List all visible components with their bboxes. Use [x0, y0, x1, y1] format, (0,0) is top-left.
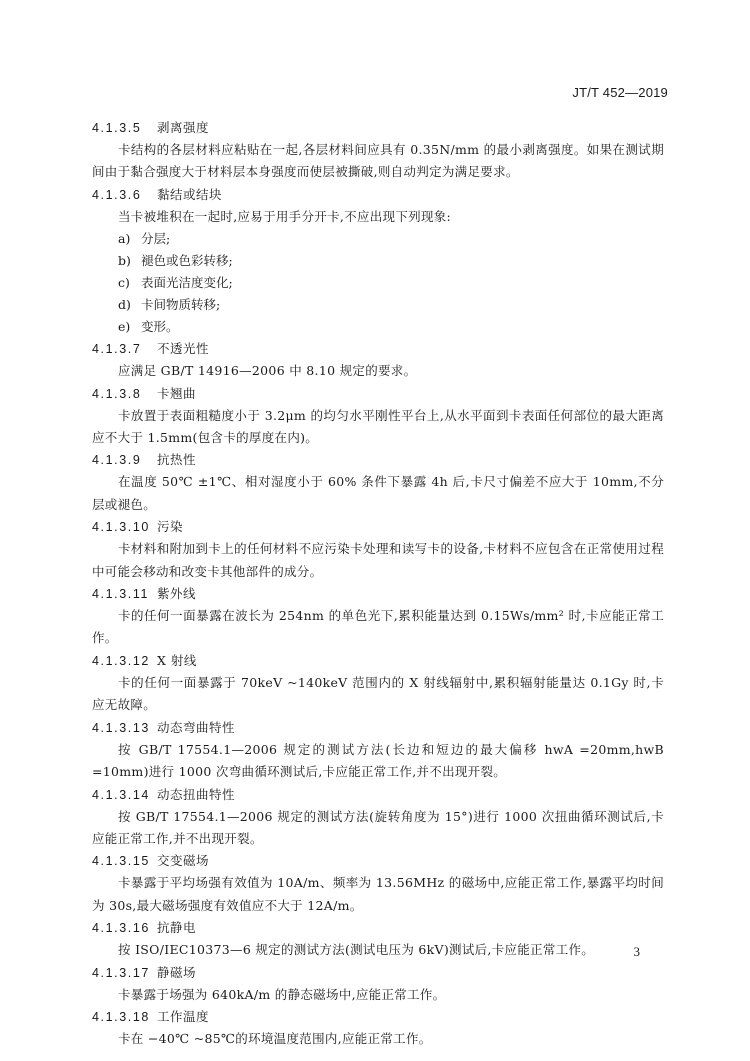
section-heading: [92, 184, 664, 206]
list-item-text: 变形。: [141, 319, 179, 335]
section-number: 4.1.3.18: [92, 1009, 150, 1024]
section-heading: [92, 850, 664, 872]
section-heading: [92, 449, 664, 471]
list-item: [92, 250, 664, 272]
section-number: 4.1.3.5: [92, 121, 142, 135]
section-heading: [92, 117, 664, 139]
section-heading: [92, 1006, 664, 1028]
section-title: 动态扭曲特性: [157, 786, 236, 802]
section-paragraph: 卡暴露于场强为 640kA/m 的静态磁场中,应能正常工作。: [118, 986, 446, 1002]
section-title: 静磁场: [157, 964, 197, 980]
standard-code: JT/T 452—2019: [572, 85, 668, 100]
section-title: 黏结或结块: [157, 186, 223, 202]
section-title: 不透光性: [157, 341, 210, 357]
page-number: 3: [633, 944, 640, 959]
list-marker: e): [118, 319, 131, 335]
section-heading: [92, 383, 664, 405]
list-item-text: 卡间物质转移;: [141, 297, 221, 313]
list-item: [92, 294, 664, 316]
list-item-text: 表面光洁度变化;: [141, 275, 233, 291]
section-heading: [92, 784, 664, 806]
section-paragraph: 按 GB/T 17554.1—2006 规定的测试方法(旋转角度为 15°)进行 1000 次扭曲循环测试后,卡应能正常工作,并不出现开裂。: [92, 808, 664, 846]
section-paragraph: 卡材料和附加到卡上的任何材料不应污染卡处理和读写卡的设备,卡材料不应包含在正常使用过程中可能会移动和改变卡其他部件的成分。: [92, 541, 664, 579]
section-title: 紫外线: [157, 586, 197, 602]
section-paragraph: 卡的任何一面暴露于 70keV ~140keV 范围内的 X 射线辐射中,累积辐射能量达 0.1Gy 时,卡应无故障。: [92, 674, 664, 713]
section-title: X 射线: [157, 652, 197, 668]
section-paragraph: 卡结构的各层材料应粘贴在一起,各层材料间应具有 0.35N/mm 的最小剥离强度。如果在测试期间由于黏合强度大于材料层本身强度而使层被撕破,则自动判定为满足要求。: [92, 142, 664, 180]
section-paragraph: 卡的任何一面暴露在波长为 254nm 的单色光下,累积能量达到 0.15Ws/mm² 时,卡应能正常工作。: [92, 608, 664, 646]
section-heading: [92, 962, 664, 984]
section-title: 抗静电: [157, 920, 197, 936]
section-paragraph: 当卡被堆积在一起时,应易于用手分开卡,不应出现下列现象:: [118, 208, 452, 224]
section-number: 4.1.3.13: [92, 720, 150, 735]
section-number: 4.1.3.10: [92, 520, 150, 535]
section-title: 抗热性: [157, 452, 197, 468]
section-paragraph: 卡在 −40℃ ~85℃的环境温度范围内,应能正常工作。: [118, 1030, 432, 1046]
section-title: 交变磁场: [157, 853, 210, 869]
section-heading: [92, 338, 664, 360]
list-marker: a): [118, 231, 131, 247]
section-paragraph: 卡暴露于平均场强有效值为 10A/m、频率为 13.56MHz 的磁场中,应能正常工作,暴露平均时间为 30s,最大磁场强度有效值应不大于 12A/m。: [92, 875, 664, 913]
list-marker: d): [118, 297, 131, 313]
section-title: 工作温度: [157, 1008, 210, 1024]
section-number: 4.1.3.11: [92, 587, 150, 602]
section-paragraph: 按 ISO/IEC10373—6 规定的测试方法(测试电压为 6kV)测试后,卡应能正常工作。: [118, 942, 595, 958]
section-paragraph: 应满足 GB/T 14916—2006 中 8.10 规定的要求。: [118, 363, 417, 379]
list-item: [92, 228, 664, 250]
section-heading: [92, 516, 664, 538]
document-body: [92, 117, 664, 1050]
section-number: 4.1.3.12: [92, 653, 150, 668]
list-item-text: 分层;: [141, 231, 171, 247]
section-heading: [92, 717, 664, 739]
section-title: 卡翘曲: [157, 385, 197, 401]
section-number: 4.1.3.8: [92, 386, 142, 401]
section-paragraph: 卡放置于表面粗糙度小于 3.2μm 的均匀水平刚性平台上,从水平面到卡表面任何部位的最大距离应不大于 1.5mm(包含卡的厚度在内)。: [92, 407, 664, 446]
section-title: 动态弯曲特性: [157, 719, 236, 735]
section-number: 4.1.3.6: [92, 187, 142, 202]
section-number: 4.1.3.7: [92, 342, 142, 357]
list-item-text: 褪色或色彩转移;: [141, 253, 233, 269]
section-number: 4.1.3.15: [92, 854, 150, 869]
section-title: 剥离强度: [157, 120, 210, 135]
section-heading: [92, 650, 664, 672]
list-marker: b): [118, 253, 131, 269]
section-number: 4.1.3.9: [92, 453, 142, 468]
section-number: 4.1.3.16: [92, 921, 150, 936]
section-paragraph: 按 GB/T 17554.1—2006 规定的测试方法(长边和短边的最大偏移 hwA =20mm,hwB =10mm)进行 1000 次弯曲循环测试后,卡应能正常工作,并不出现开裂。: [92, 741, 664, 780]
list-item: [92, 272, 664, 294]
section-heading: [92, 917, 664, 939]
section-number: 4.1.3.17: [92, 965, 150, 980]
section-paragraph: 在温度 50℃ ±1℃、相对湿度小于 60% 条件下暴露 4h 后,卡尺寸偏差不应大于 10mm,不分层或褪色。: [92, 474, 664, 512]
section-title: 污染: [157, 519, 184, 535]
section-heading: [92, 583, 664, 605]
list-marker: c): [118, 275, 130, 291]
section-number: 4.1.3.14: [92, 787, 150, 802]
list-item: [92, 316, 664, 338]
